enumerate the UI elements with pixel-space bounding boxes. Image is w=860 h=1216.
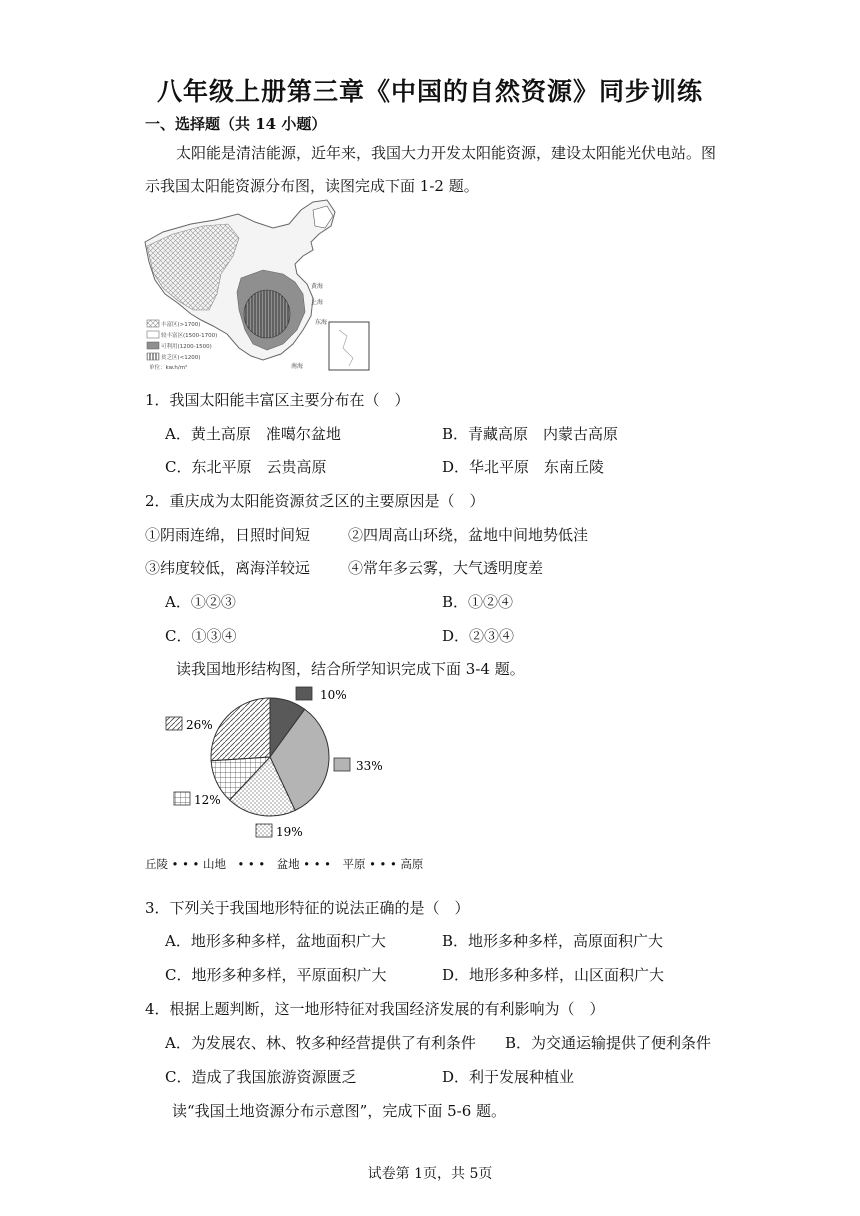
question-2-statement-3: ③纬度较低，离海洋较远 — [145, 559, 311, 577]
intro-paragraph-land: 读“我国土地资源分布示意图”，完成下面 5-6 题。 — [172, 1102, 507, 1120]
pie-data-label-26: 26% — [186, 718, 213, 732]
question-1-option-a[interactable]: A．黄土高原 准噶尔盆地 — [165, 425, 341, 443]
page-title: 八年级上册第三章《中国的自然资源》同步训练 — [156, 77, 703, 106]
pie-data-label-33: 33% — [356, 759, 383, 773]
pie-label-swatch-12 — [174, 792, 190, 805]
intro-paragraph-line-2: 示我国太阳能资源分布图，读图完成下面 1-2 题。 — [145, 177, 479, 195]
question-1-option-d[interactable]: D．华北平原 东南丘陵 — [442, 458, 605, 476]
question-2-option-d[interactable]: D．②③④ — [442, 627, 515, 645]
question-3-option-d[interactable]: D．地形多种多样，山区面积广大 — [442, 966, 665, 984]
question-4-option-c[interactable]: C．造成了我国旅游资源匮乏 — [165, 1068, 357, 1086]
south-sea-inset — [329, 322, 369, 370]
map-label-huanghai: 黄海 — [311, 283, 324, 290]
pie-label-swatch-26 — [166, 717, 182, 730]
pie-label-swatch-19 — [256, 824, 272, 837]
solar-resource-map — [143, 198, 373, 373]
pie-label-swatch-10 — [296, 687, 312, 700]
pie-data-label-19: 19% — [276, 825, 303, 839]
terrain-pie-chart — [150, 682, 420, 842]
section-heading: 一、选择题（共 14 小题） — [145, 115, 327, 133]
question-4-option-a[interactable]: A．为发展农、林、牧多种经营提供了有利条件 — [165, 1034, 476, 1052]
pie-label-swatch-33 — [334, 758, 350, 771]
question-1-option-c[interactable]: C．东北平原 云贵高原 — [165, 458, 327, 476]
map-label-shanghai: 上海 — [311, 299, 324, 306]
question-3-stem: 3．下列关于我国地形特征的说法正确的是（ ） — [145, 899, 470, 917]
question-4-option-b[interactable]: B．为交通运输提供了便利条件 — [505, 1034, 712, 1052]
map-legend-fairly-rich: 较丰富区(1500-1700) — [161, 333, 218, 339]
question-2-statement-2: ②四周高山环绕，盆地中间地势低洼 — [348, 526, 589, 544]
poor-zone — [244, 290, 290, 338]
map-legend-unit: 单位：kw.h/m² — [149, 365, 188, 371]
question-4-option-d[interactable]: D．利于发展种植业 — [442, 1068, 575, 1086]
map-label-nanhai: 南海 — [291, 363, 304, 370]
map-legend-poor: 贫乏区(<1200) — [161, 355, 201, 361]
question-2-statement-4: ④常年多云雾，大气透明度差 — [348, 559, 544, 577]
question-1-stem: 1．我国太阳能丰富区主要分布在（ ） — [145, 391, 410, 409]
question-2-option-a[interactable]: A．①②③ — [165, 593, 236, 611]
intro-paragraph-line-1: 太阳能是清洁能源，近年来，我国大力开发太阳能资源，建设太阳能光伏电站。图 — [176, 144, 717, 162]
question-2-option-c[interactable]: C．①③④ — [165, 627, 237, 645]
page-footer: 试卷第 1页，共 5页 — [367, 1166, 493, 1182]
question-3-option-a[interactable]: A．地形多种多样，盆地面积广大 — [165, 932, 386, 950]
intro-paragraph-terrain: 读我国地形结构图，结合所学知识完成下面 3-4 题。 — [176, 660, 525, 678]
question-1-option-b[interactable]: B．青藏高原 内蒙古高原 — [442, 425, 619, 443]
pie-data-label-10: 10% — [320, 688, 347, 702]
map-legend-available: 可利用(1200-1500) — [161, 344, 212, 350]
pie-data-label-12: 12% — [194, 793, 221, 807]
question-2-option-b[interactable]: B．①②④ — [442, 593, 514, 611]
map-label-donghai: 东海 — [315, 319, 328, 326]
map-legend-rich: 丰富区(>1700) — [161, 322, 201, 328]
question-3-option-b[interactable]: B．地形多种多样，高原面积广大 — [442, 932, 664, 950]
question-3-option-c[interactable]: C．地形多种多样，平原面积广大 — [165, 966, 387, 984]
question-2-stem: 2．重庆成为太阳能资源贫乏区的主要原因是（ ） — [145, 492, 485, 510]
pie-slice-26 — [211, 698, 270, 761]
question-2-statement-1: ①阴雨连绵，日照时间短 — [145, 526, 311, 544]
pie-legend-text: 丘陵 • • • 山地 • • • 盆地 • • • 平原 • • • 高原 — [145, 857, 424, 871]
question-4-stem: 4．根据上题判断，这一地形特征对我国经济发展的有利影响为（ ） — [145, 1000, 605, 1018]
